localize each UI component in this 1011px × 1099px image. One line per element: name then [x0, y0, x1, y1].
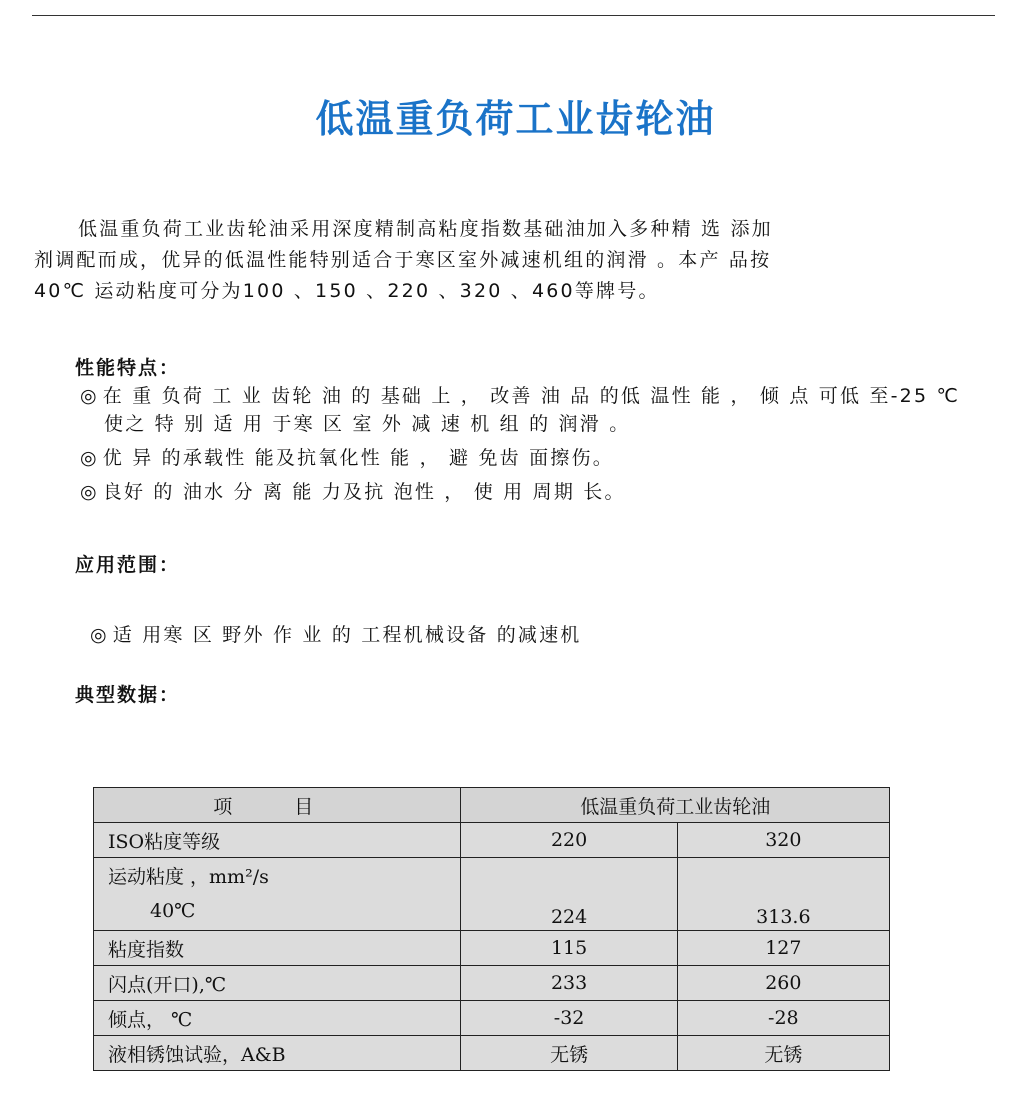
page-title: 低温重负荷工业齿轮油 [315, 97, 716, 141]
bullet-icon: ◎ [90, 624, 109, 646]
bullet-icon: ◎ [80, 481, 99, 503]
table-row [94, 931, 890, 966]
intro-paragraph [34, 214, 934, 307]
feature-text: 使之 特 别 适 用 于寒 区 室 外 减 速 机 组 的 润滑 。 [104, 413, 631, 435]
intro-line: 低温重负荷工业齿轮油采用深度精制高粘度指数基础油加入多种精 选 添加 [78, 218, 773, 240]
row-label: ISO粘度等级 [94, 823, 461, 858]
row-label-main: 运动粘度 ，mm²/s [108, 866, 269, 888]
typical-data-heading: 典型数据： [75, 684, 181, 706]
application-item [90, 622, 582, 649]
table-row [94, 966, 890, 1001]
row-label: 液相锈蚀试验，A&B [94, 1036, 461, 1071]
feature-item [104, 411, 630, 438]
application-text: 适 用寒 区 野外 作 业 的 工程机械设备 的减速机 [112, 624, 582, 646]
table-row [94, 858, 890, 931]
value-grade-220: 224 [461, 858, 677, 931]
application-heading: 应用范围： [75, 554, 181, 576]
value-grade-220: 无锈 [461, 1036, 677, 1071]
value-grade-320: -28 [677, 1001, 889, 1036]
feature-item [80, 479, 626, 506]
value-grade-220: 220 [461, 823, 677, 858]
table-row [94, 1036, 890, 1071]
value-grade-320: 313.6 [677, 858, 889, 931]
feature-text: 在 重 负荷 工 业 齿轮 油 的 基础 上 ， 改善 油 品 的低 温性 能 ， 倾 点 可低 至-25 ℃ [102, 385, 961, 407]
row-label: 闪点(开口),℃ [94, 966, 461, 1001]
table-row [94, 823, 890, 858]
value-grade-320: 无锈 [677, 1036, 889, 1071]
header-item: 项 目 [94, 788, 461, 823]
row-label [94, 858, 461, 931]
row-label: 倾点， ℃ [94, 1001, 461, 1036]
bullet-icon: ◎ [80, 385, 99, 407]
value-grade-320: 127 [677, 931, 889, 966]
feature-item [80, 445, 614, 472]
value-grade-220: 233 [461, 966, 677, 1001]
row-label-sub: 40℃ [150, 900, 196, 922]
feature-text: 良好 的 油水 分 离 能 力及抗 泡性 ， 使 用 周期 长。 [102, 481, 626, 503]
feature-text: 优 异 的承载性 能及抗氧化性 能 ， 避 免齿 面擦伤。 [102, 447, 614, 469]
intro-line: 40℃ 运动粘度可分为100 、150 、220 、320 、460等牌号。 [34, 280, 660, 302]
value-grade-220: -32 [461, 1001, 677, 1036]
intro-line: 剂调配而成，优异的低温性能特别适合于寒区室外减速机组的润滑 。本产 品按 [34, 249, 772, 271]
value-grade-220: 115 [461, 931, 677, 966]
typical-data-table [93, 787, 890, 1071]
bullet-icon: ◎ [80, 447, 99, 469]
feature-item [80, 383, 960, 410]
table-header-row [94, 788, 890, 823]
top-rule [32, 15, 995, 16]
value-grade-320: 320 [677, 823, 889, 858]
row-label: 粘度指数 [94, 931, 461, 966]
table-row [94, 1001, 890, 1036]
header-product: 低温重负荷工业齿轮油 [461, 788, 890, 823]
features-heading: 性能特点： [75, 357, 181, 379]
value-grade-320: 260 [677, 966, 889, 1001]
